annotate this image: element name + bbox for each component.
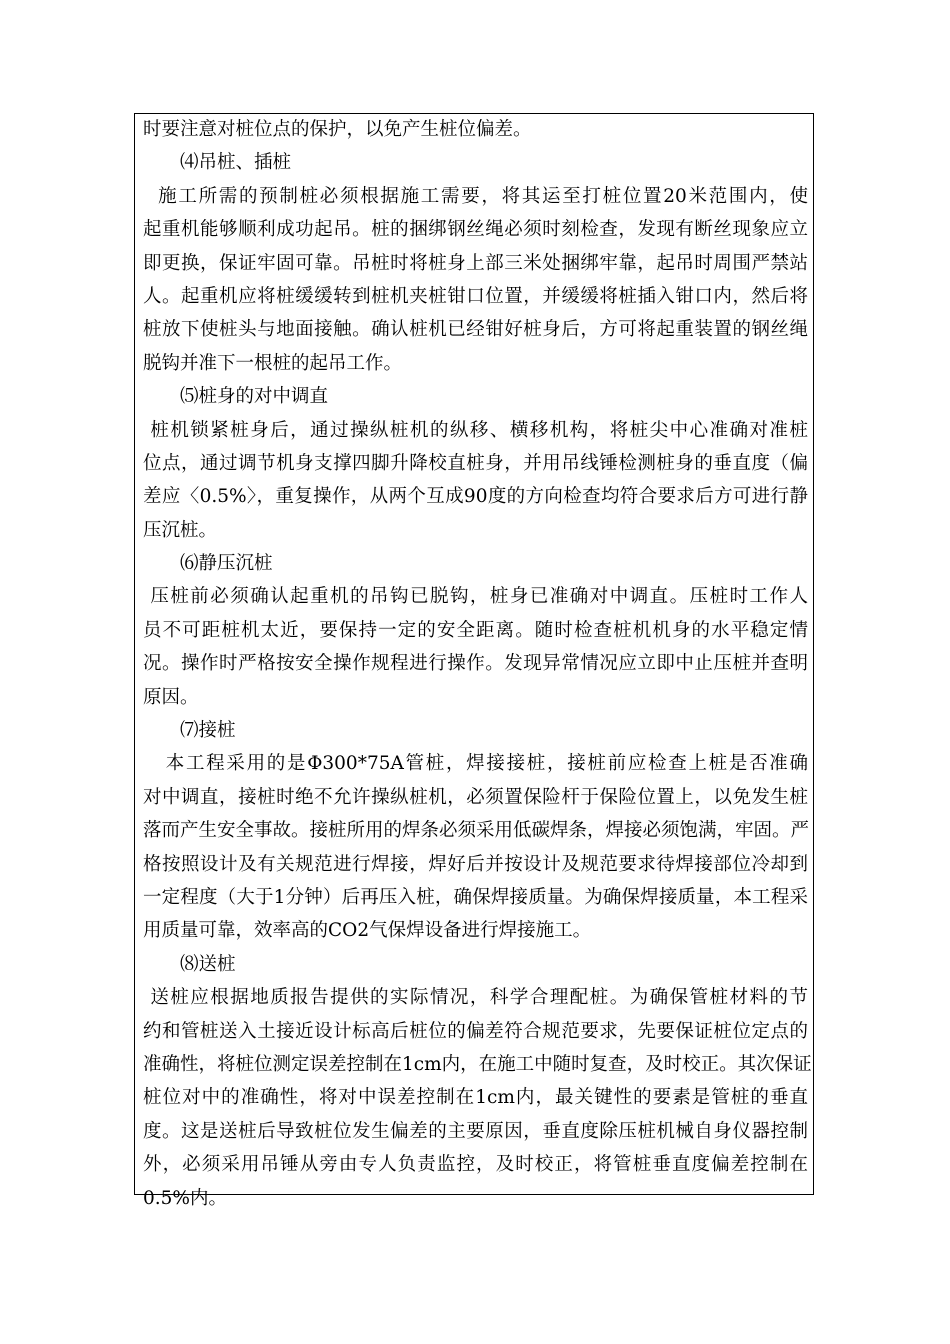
paragraph-line: 格按照设计及有关规范进行焊接，焊好后并按设计及规范要求待焊接部位冷却到 xyxy=(143,853,808,875)
section-heading: ⑷吊桩、插桩 xyxy=(180,152,292,174)
paragraph-line: 桩放下使桩头与地面接触。确认桩机已经钳好桩身后，方可将起重装置的钢丝绳 xyxy=(143,319,808,341)
paragraph-line: 度。这是送桩后导致桩位发生偏差的主要原因，垂直度除压桩机械自身仪器控制 xyxy=(143,1120,808,1142)
paragraph-line: 对中调直，接桩时绝不允许操纵桩机，必须置保险杆于保险位置上，以免发生桩 xyxy=(143,786,808,808)
paragraph-line: 桩机锁紧桩身后，通过操纵桩机的纵移、横移机构，将桩尖中心准确对准桩 xyxy=(143,419,808,441)
paragraph-line: 落而产生安全事故。接桩所用的焊条必须采用低碳焊条，焊接必须饱满，牢固。严 xyxy=(143,820,810,842)
document-body xyxy=(143,113,812,1215)
section-heading: ⑻送桩 xyxy=(180,953,236,975)
paragraph-line: 施工所需的预制桩必须根据施工需要，将其运至打桩位置20米范围内，使 xyxy=(143,185,808,207)
paragraph-line: 用质量可靠，效率高的CO2气保焊设备进行焊接施工。 xyxy=(143,920,592,942)
section-static-press-sinking xyxy=(143,547,808,714)
paragraph-line: 即更换，保证牢固可靠。吊桩时将桩身上部三米处捆绑牢靠，起吊时周围严禁站 xyxy=(143,252,808,274)
section-pile-joining xyxy=(143,714,808,948)
paragraph-line: 原因。 xyxy=(143,686,199,708)
paragraph-line: 约和管桩送入土接近设计标高后桩位的偏差符合规范要求，先要保证桩位定点的 xyxy=(143,1020,808,1042)
paragraph-line: 0.5%内。 xyxy=(143,1187,227,1209)
paragraph-line: 员不可距桩机太近，要保持一定的安全距离。随时检查桩机机身的水平稳定情 xyxy=(143,619,808,641)
continuation-line: 时要注意对桩位点的保护，以免产生桩位偏差。 xyxy=(143,119,532,140)
paragraph-line: 人。起重机应将桩缓缓转到桩机夹桩钳口位置，并缓缓将桩插入钳口内，然后将 xyxy=(143,285,808,307)
paragraph-line: 压桩前必须确认起重机的吊钩已脱钩，桩身已准确对中调直。压桩时工作人 xyxy=(143,586,808,608)
paragraph-line: 压沉桩。 xyxy=(143,519,218,541)
section-heading: ⑹静压沉桩 xyxy=(180,553,273,575)
paragraph-line: 本工程采用的是Φ300*75A管桩，焊接接桩，接桩前应检查上桩是否准确 xyxy=(143,753,808,775)
paragraph-line: 一定程度（大于1分钟）后再压入桩，确保焊接质量。为确保焊接质量，本工程采 xyxy=(143,886,808,908)
paragraph-line: 位点，通过调节机身支撑四脚升降校直桩身，并用吊线锤检测桩身的垂直度（偏 xyxy=(143,452,808,474)
paragraph-line: 况。操作时严格按安全操作规程进行操作。发现异常情况应立即中止压桩并查明 xyxy=(143,653,808,675)
section-centering-alignment xyxy=(143,380,808,547)
paragraph-line: 准确性，将桩位测定误差控制在1cm内，在施工中随时复查，及时校正。其次保证 xyxy=(143,1053,812,1075)
paragraph-line: 外，必须采用吊锤从旁由专人负责监控，及时校正，将管桩垂直度偏差控制在 xyxy=(143,1154,808,1176)
section-pile-sending xyxy=(143,948,812,1215)
section-lift-insert-pile xyxy=(143,146,808,380)
paragraph-line: 送桩应根据地质报告提供的实际情况，科学合理配桩。为确保管桩材料的节 xyxy=(143,987,808,1009)
section-heading: ⑺接桩 xyxy=(180,720,236,742)
paragraph-line: 起重机能够顺利成功起吊。桩的捆绑钢丝绳必须时刻检查，发现有断丝现象应立 xyxy=(143,219,808,241)
paragraph-line: 脱钩并准下一根桩的起吊工作。 xyxy=(143,352,403,374)
section-heading: ⑸桩身的对中调直 xyxy=(180,386,329,408)
paragraph-line: 差应〈0.5%〉，重复操作，从两个互成90度的方向检查均符合要求后方可进行静 xyxy=(143,486,808,508)
paragraph-line: 桩位对中的准确性，将对中误差控制在1cm内，最关键性的要素是管桩的垂直 xyxy=(143,1087,808,1109)
